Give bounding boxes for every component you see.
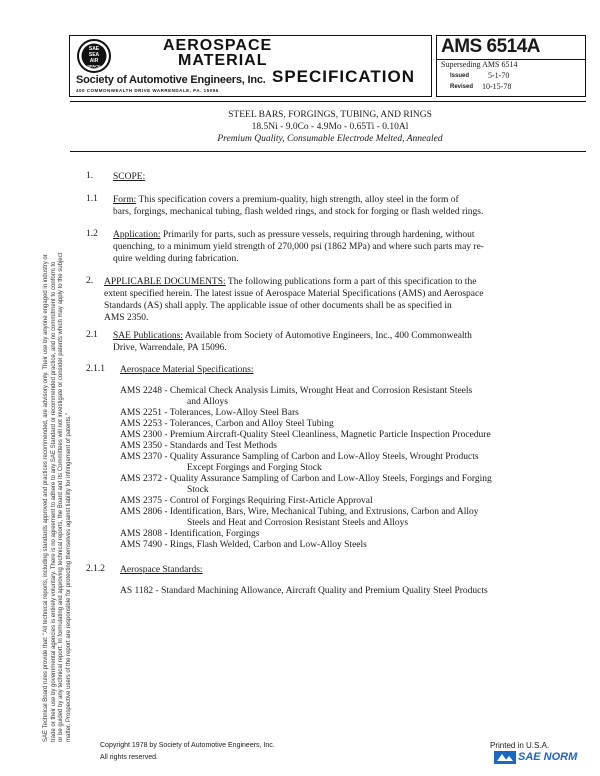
doc-title-line3: Premium Quality, Consumable Electrode Melted, Annealed	[217, 134, 443, 144]
issued-label: Issued	[450, 73, 470, 79]
doc-title-line2: 18.5Ni - 9.0Co - 4.9Mo - 0.65Ti - 0.10Al	[251, 122, 409, 132]
section-2-text2: extent specified herein. The latest issue of Aerospace Material Specifications (AMS) and Aerospace	[104, 289, 484, 299]
sae-logo-icon	[76, 38, 112, 74]
section-1-2-para	[113, 229, 474, 241]
ams-number: AMS 6514A	[441, 36, 540, 57]
revised-label: Revised	[450, 84, 474, 90]
section-1-2-text2: quenching, to a minimum yield strength of 270,000 psi (1862 MPa) and where such parts may re-	[113, 242, 484, 252]
section-2-1-heading: SAE Publications:	[113, 331, 183, 341]
ams-ref-2372-line1: AMS 2372 - Quality Assurance Sampling of Carbon and Low-Alloy Steels, Forgings and Forging	[120, 474, 492, 484]
section-1-1-para	[113, 194, 459, 206]
title-rule-bottom	[70, 151, 586, 152]
title-aerospace: AEROSPACE	[163, 37, 273, 54]
title-material: MATERIAL	[178, 52, 268, 69]
section-2-heading: APPLICABLE DOCUMENTS:	[104, 277, 226, 287]
ams-ref-2350: AMS 2350 - Standards and Test Methods	[120, 441, 277, 451]
as-ref-1182: AS 1182 - Standard Machining Allowance, Aircraft Quality and Premium Quality Steel Products	[120, 586, 488, 596]
ams-ref-2248-line2: and Alloys	[187, 397, 228, 407]
section-1-1-heading: Form:	[113, 195, 137, 205]
section-1-number: 1.	[86, 171, 94, 181]
side-disclaimer	[43, 82, 73, 742]
ams-ref-2806-line1: AMS 2806 - Identification, Bars, Wire, Mechanical Tubing, and Extrusions, Carbon and Alloy	[120, 507, 479, 517]
logo-letters-1: SAE	[88, 46, 100, 52]
section-2-text4: AMS 2350.	[104, 313, 149, 323]
section-2-1-2-heading: Aerospace Standards:	[120, 565, 203, 575]
section-1-2-text3: quire welding during fabrication.	[113, 254, 239, 264]
ams-ref-2808: AMS 2808 - Identification, Forgings	[120, 529, 260, 539]
logo-letters-3: AIR	[89, 58, 99, 64]
section-2-1-para	[113, 330, 472, 342]
title-specification: SPECIFICATION	[272, 67, 416, 86]
ams-ref-2253: AMS 2253 - Tolerances, Carbon and Alloy Steel Tubing	[120, 419, 334, 429]
ams-ref-7490: AMS 7490 - Rings, Flash Welded, Carbon and Low-Alloy Steels	[120, 540, 367, 550]
section-1-2-text1: Primarily for parts, such as pressure vessels, requiring through hardening, without	[162, 230, 475, 240]
section-1-title: SCOPE:	[113, 172, 146, 182]
ams-ref-2248-line1: AMS 2248 - Chemical Check Analysis Limits, Wrought Heat and Corrosion Resistant Steels	[120, 386, 473, 396]
superseding-note: Superseding AMS 6514	[441, 60, 518, 69]
disclaimer-line3: or be guided by any technical report. In formulating and approving technical reports, the Board and its Committees will not investigate or consider patents which may apply to the subject	[58, 252, 64, 742]
logo-letters-4: SPACE	[87, 63, 101, 69]
issued-date: 5-1-70	[488, 71, 510, 80]
ams-ref-2375: AMS 2375 - Control of Forgings Requiring First-Article Approval	[120, 496, 373, 506]
ams-ref-2370-line2: Except Forgings and Forging Stock	[187, 463, 322, 473]
ams-ref-2370-line1: AMS 2370 - Quality Assurance Sampling of Carbon and Low-Alloy Steels, Wrought Products	[120, 452, 479, 462]
footer-rights: All rights reserved.	[100, 754, 158, 761]
section-2-para	[104, 276, 476, 288]
section-1-1-number: 1.1	[86, 194, 98, 204]
logo-letters-2: SEA	[88, 52, 100, 58]
footer-copyright: Copyright 1978 by Society of Automotive Engineers, Inc.	[100, 742, 275, 749]
section-2-1-number: 2.1	[86, 330, 98, 340]
ams-ref-2300: AMS 2300 - Premium Aircraft-Quality Steel Cleanliness, Magnetic Particle Inspection Procedure	[120, 430, 491, 440]
section-1-1-text2: bars, forgings, mechanical tubing, flash welded rings, and stock for forging or flash welded rings.	[113, 207, 484, 217]
sae-norm-brand: SAE NORM	[518, 751, 578, 763]
society-address: 400 COMMONWEALTH DRIVE WARRENDALE, PA. 15096	[76, 88, 219, 93]
section-2-1-2-number: 2.1.2	[86, 564, 105, 574]
ams-ref-2251: AMS 2251 - Tolerances, Low-Alloy Steel Bars	[120, 408, 299, 418]
section-2-text3: Standards (AS) shall apply. The applicable issue of other documents shall be as specified in	[104, 301, 452, 311]
disclaimer-line2: trade or their use by governmental agencies is entirely voluntary. There is no agreement to adhere to any SAE Standard or recommended practice, and no commitment to conform to	[50, 261, 57, 742]
revised-date: 10-15-78	[482, 82, 512, 91]
doc-title-line1: STEEL BARS, FORGINGS, TUBING, AND RINGS	[228, 110, 432, 120]
footer-printed: Printed in U.S.A.	[490, 741, 550, 750]
section-2-number: 2.	[86, 276, 94, 286]
title-rule-top	[70, 101, 586, 102]
section-2-1-text2: Drive, Warrendale, PA 15096.	[113, 343, 227, 353]
section-1-2-heading: Application:	[113, 230, 161, 240]
section-2-1-1-heading: Aerospace Material Specifications:	[120, 365, 254, 375]
disclaimer-line4: matter. Prospective users of the report are responsible for protecting themselves against liability for infringement of patents."	[65, 413, 72, 742]
section-1-1-text1: This specification covers a premium-quality, high strength, alloy steel in the form of	[138, 195, 459, 205]
section-2-text1: The following publications form a part of this specification to the	[227, 277, 477, 287]
disclaimer-line1: SAE Technical Board rules provide that: "All technical reports, including standards approved and practices recommended, are advisory only. Their use by anyone engaged in industry or	[43, 254, 49, 742]
society-name: Society of Automotive Engineers, Inc.	[76, 74, 266, 86]
sae-norm-logo-icon	[494, 751, 516, 764]
section-2-1-1-number: 2.1.1	[86, 364, 105, 374]
ams-ref-2806-line2: Steels and Heat and Corrosion Resistant Steels and Alloys	[187, 518, 409, 528]
section-2-1-text1: Available from Society of Automotive Engineers, Inc., 400 Commonwealth	[184, 331, 472, 341]
section-1-2-number: 1.2	[86, 229, 98, 239]
ams-ref-2372-line2: Stock	[187, 485, 209, 495]
